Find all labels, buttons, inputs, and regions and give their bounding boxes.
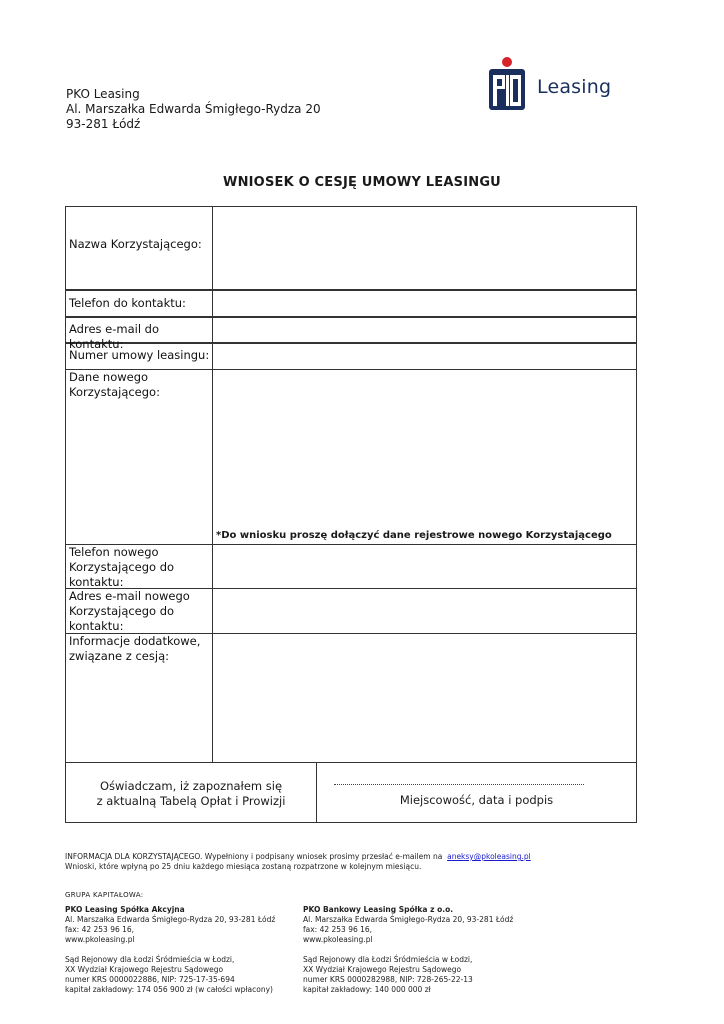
- signature-label: Miejscowość, data i podpis: [399, 793, 554, 807]
- company-court-division: XX Wydział Krajowego Rejestru Sądowego: [303, 965, 462, 974]
- field-label-new-lessee-phone: Telefon nowego Korzystającego do kontaktu:: [69, 545, 175, 589]
- company-court: Sąd Rejonowy dla Łodzi Śródmieścia w Łodzi,: [303, 955, 473, 964]
- pko-logo-icon: [487, 56, 527, 112]
- declaration-line: Oświadczam, iż zapoznałem się: [99, 779, 283, 793]
- address-line: PKO Leasing: [66, 87, 140, 101]
- capital-group-label: GRUPA KAPITAŁOWA:: [65, 891, 144, 899]
- info-text: INFORMACJA DLA KORZYSTAJĄCEGO. Wypełniony i podpisany wniosek prosimy przesłać e-mailem na: [65, 852, 443, 861]
- address-line: 93-281 Łódź: [66, 117, 141, 131]
- company-info-pko-bankowy-leasing: [303, 905, 513, 995]
- field-label-email: Adres e-mail do kontaktu:: [69, 322, 160, 351]
- cession-form: [65, 206, 637, 823]
- info-deadline-text: Wnioski, które wpłyną po 25 dniu każdego miesiąca zostaną rozpatrzone w kolejnym miesiącu.: [65, 862, 422, 871]
- pko-leasing-logo: [487, 56, 612, 112]
- email-link[interactable]: aneksy@pkoleasing.pl: [447, 852, 531, 861]
- company-capital: kapitał zakładowy: 140 000 000 zł: [303, 985, 431, 994]
- field-label-new-lessee-email: Adres e-mail nowego Korzystającego do kontaktu:: [69, 589, 190, 633]
- form-title: WNIOSEK O CESJĘ UMOWY LEASINGU: [223, 175, 501, 190]
- row-divider: [66, 289, 636, 291]
- field-label-lessee-name: Nazwa Korzystającego:: [69, 237, 202, 251]
- field-label-contract-number: Numer umowy leasingu:: [69, 348, 210, 362]
- company-address: [66, 87, 321, 132]
- company-info-pko-leasing: [65, 905, 275, 995]
- company-website: www.pkoleasing.pl: [65, 935, 135, 944]
- declaration-line: z aktualną Tabelą Opłat i Prowizji: [96, 794, 286, 808]
- row-divider: [66, 762, 636, 763]
- logo-text: Leasing: [537, 76, 612, 98]
- company-capital: kapitał zakładowy: 174 056 900 zł (w całości wpłacony): [65, 985, 273, 994]
- company-krs: numer KRS 0000282988, NIP: 728-265-22-13: [303, 975, 473, 984]
- declaration-text: [66, 779, 316, 809]
- company-fax: fax: 42 253 96 16,: [65, 925, 135, 934]
- company-name: PKO Leasing Spółka Akcyjna: [65, 905, 185, 914]
- lessee-information: [65, 852, 531, 872]
- company-court-division: XX Wydział Krajowego Rejestru Sądowego: [65, 965, 224, 974]
- signature-line: [334, 784, 584, 785]
- field-label-additional-info: Informacje dodatkowe, związane z cesją:: [69, 634, 201, 663]
- company-krs: numer KRS 0000022886, NIP: 725-17-35-694: [65, 975, 235, 984]
- field-label-phone: Telefon do kontaktu:: [69, 296, 186, 310]
- address-line: Al. Marszałka Edwarda Śmigłego-Rydza 20: [66, 102, 321, 116]
- field-label-new-lessee-data: Dane nowego Korzystającego:: [69, 370, 160, 399]
- attachment-note: *Do wniosku proszę dołączyć dane rejestrowe nowego Korzystającego: [216, 530, 612, 541]
- company-website: www.pkoleasing.pl: [303, 935, 373, 944]
- company-address-line: Al. Marszałka Edwarda Śmigłego-Rydza 20, 93-281 Łódź: [65, 915, 276, 924]
- company-name: PKO Bankowy Leasing Spółka z o.o.: [303, 905, 454, 914]
- company-address-line: Al. Marszałka Edwarda Śmigłego-Rydza 20, 93-281 Łódź: [303, 915, 514, 924]
- company-court: Sąd Rejonowy dla Łodzi Śródmieścia w Łodzi,: [65, 955, 235, 964]
- company-fax: fax: 42 253 96 16,: [303, 925, 373, 934]
- row-divider: [66, 316, 636, 318]
